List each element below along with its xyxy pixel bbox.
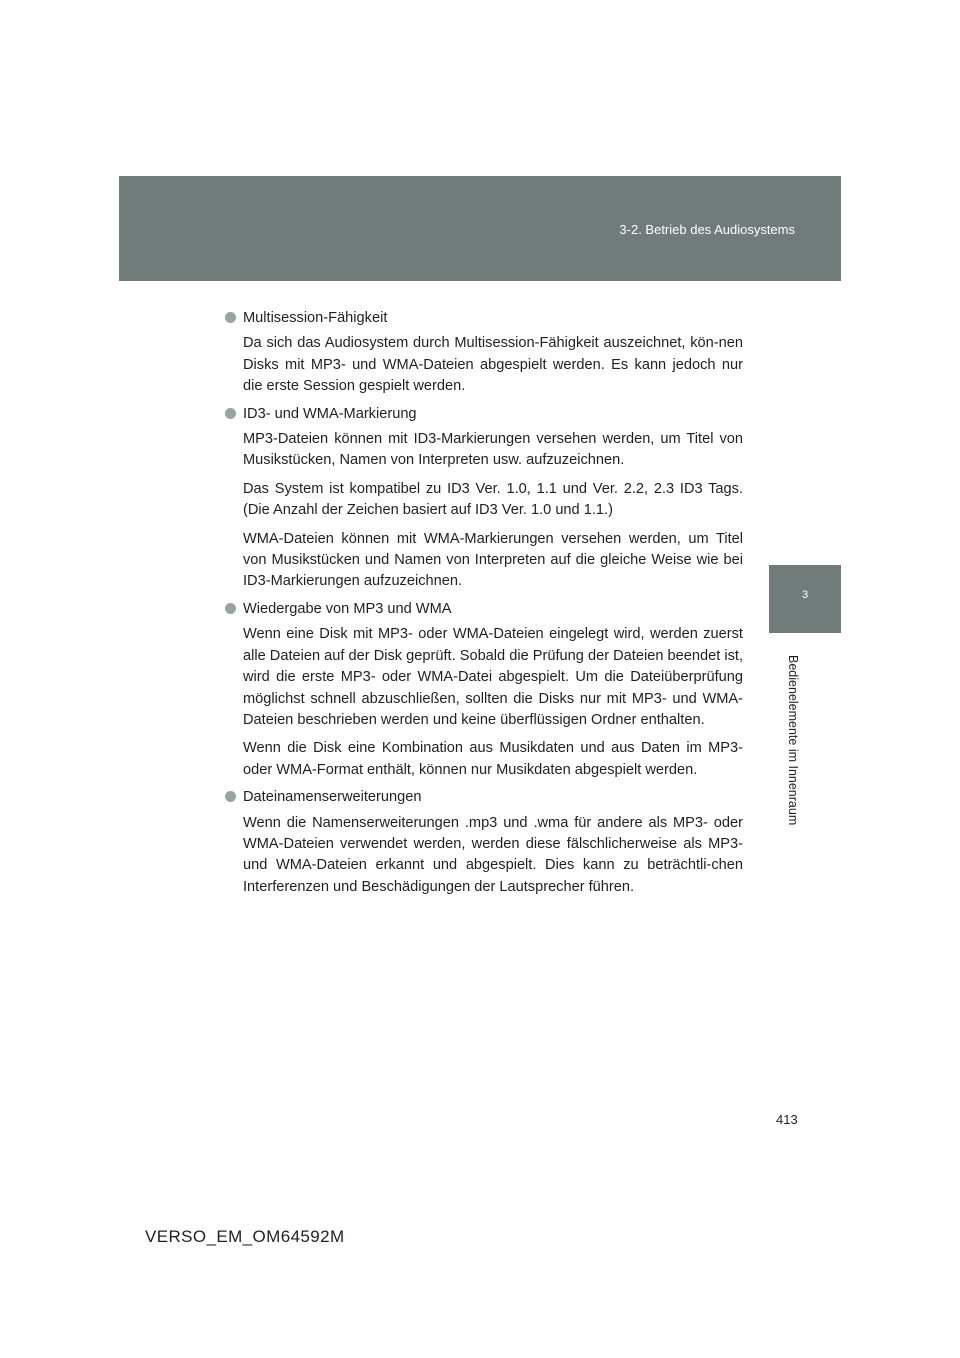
- paragraph: Wenn eine Disk mit MP3- oder WMA-Dateien eingelegt wird, werden zuerst alle Dateien auf der Disk geprüft. Sobald die Prüfung der Dateien beendet ist, wird die erste MP3- oder WMA-Datei abgespielt. Um die Dateiüberprüfung möglichst schnell abzuschließen, sollten die Disks nur mit MP3- und WMA-Dateien beschrieben werden und keine überflüssigen Ordner enthalten.: [243, 626, 743, 728]
- list-item: [225, 404, 743, 593]
- list-item: [225, 599, 743, 781]
- item-title: Wiedergabe von MP3 und WMA: [243, 600, 452, 617]
- chapter-number: 3: [801, 589, 809, 601]
- list-item: [225, 787, 743, 898]
- item-heading: [225, 308, 743, 329]
- bullet-icon: [225, 603, 236, 614]
- item-heading: [225, 404, 743, 425]
- paragraph: WMA-Dateien können mit WMA-Markierungen versehen werden, um Titel von Musikstücken und Namen von Interpreten auf die gleiche Weise wie bei ID3-Markierungen aufzuzeichnen.: [243, 530, 743, 590]
- item-title: Multisession-Fähigkeit: [243, 310, 388, 326]
- item-title: ID3- und WMA-Markierung: [243, 405, 417, 422]
- bullet-icon: [225, 312, 236, 323]
- item-heading: [225, 599, 743, 620]
- paragraph: Wenn die Namenserweiterungen .mp3 und .wma für andere als MP3- oder WMA-Dateien verwendet werden, werden diese fälschlicherweise als MP3- und WMA-Dateien erkannt und abgespielt. Dies kann zu beträchtli-chen Interferenzen und Beschädigungen der Lautsprecher führen.: [243, 814, 743, 895]
- list-item: [225, 308, 743, 398]
- bullet-icon: [225, 408, 236, 419]
- item-title: Dateinamenserweiterungen: [243, 789, 422, 806]
- page-number: 413: [776, 1112, 798, 1127]
- paragraph: MP3-Dateien können mit ID3-Markierungen versehen werden, um Titel von Musikstücken, Namen von Interpreten usw. aufzuzeichnen.: [243, 431, 743, 469]
- paragraph: Wenn die Disk eine Kombination aus Musikdaten und aus Daten im MP3- oder WMA-Format enthält, können nur Musikdaten abgespielt werden.: [243, 740, 743, 778]
- paragraph: Das System ist kompatibel zu ID3 Ver. 1.0, 1.1 und Ver. 2.2, 2.3 ID3 Tags. (Die Anzahl der Zeichen basiert auf ID3 Ver. 1.0 und 1.1.): [243, 480, 743, 519]
- document-code: VERSO_EM_OM64592M: [145, 1227, 345, 1246]
- bullet-icon: [225, 791, 236, 802]
- main-content: [225, 308, 743, 904]
- chapter-tab: [769, 565, 841, 633]
- chapter-title: Bedienelemente im Innenraum: [786, 655, 800, 826]
- header-band: [119, 176, 841, 281]
- paragraph: Da sich das Audiosystem durch Multisession-Fähigkeit auszeichnet, kön-nen Disks mit MP3- und WMA-Dateien abgespielt werden. Es kann jedoch nur die erste Session gespielt werden.: [243, 335, 743, 395]
- section-title: 3-2. Betrieb des Audiosystems: [619, 222, 795, 237]
- item-heading: [225, 787, 743, 808]
